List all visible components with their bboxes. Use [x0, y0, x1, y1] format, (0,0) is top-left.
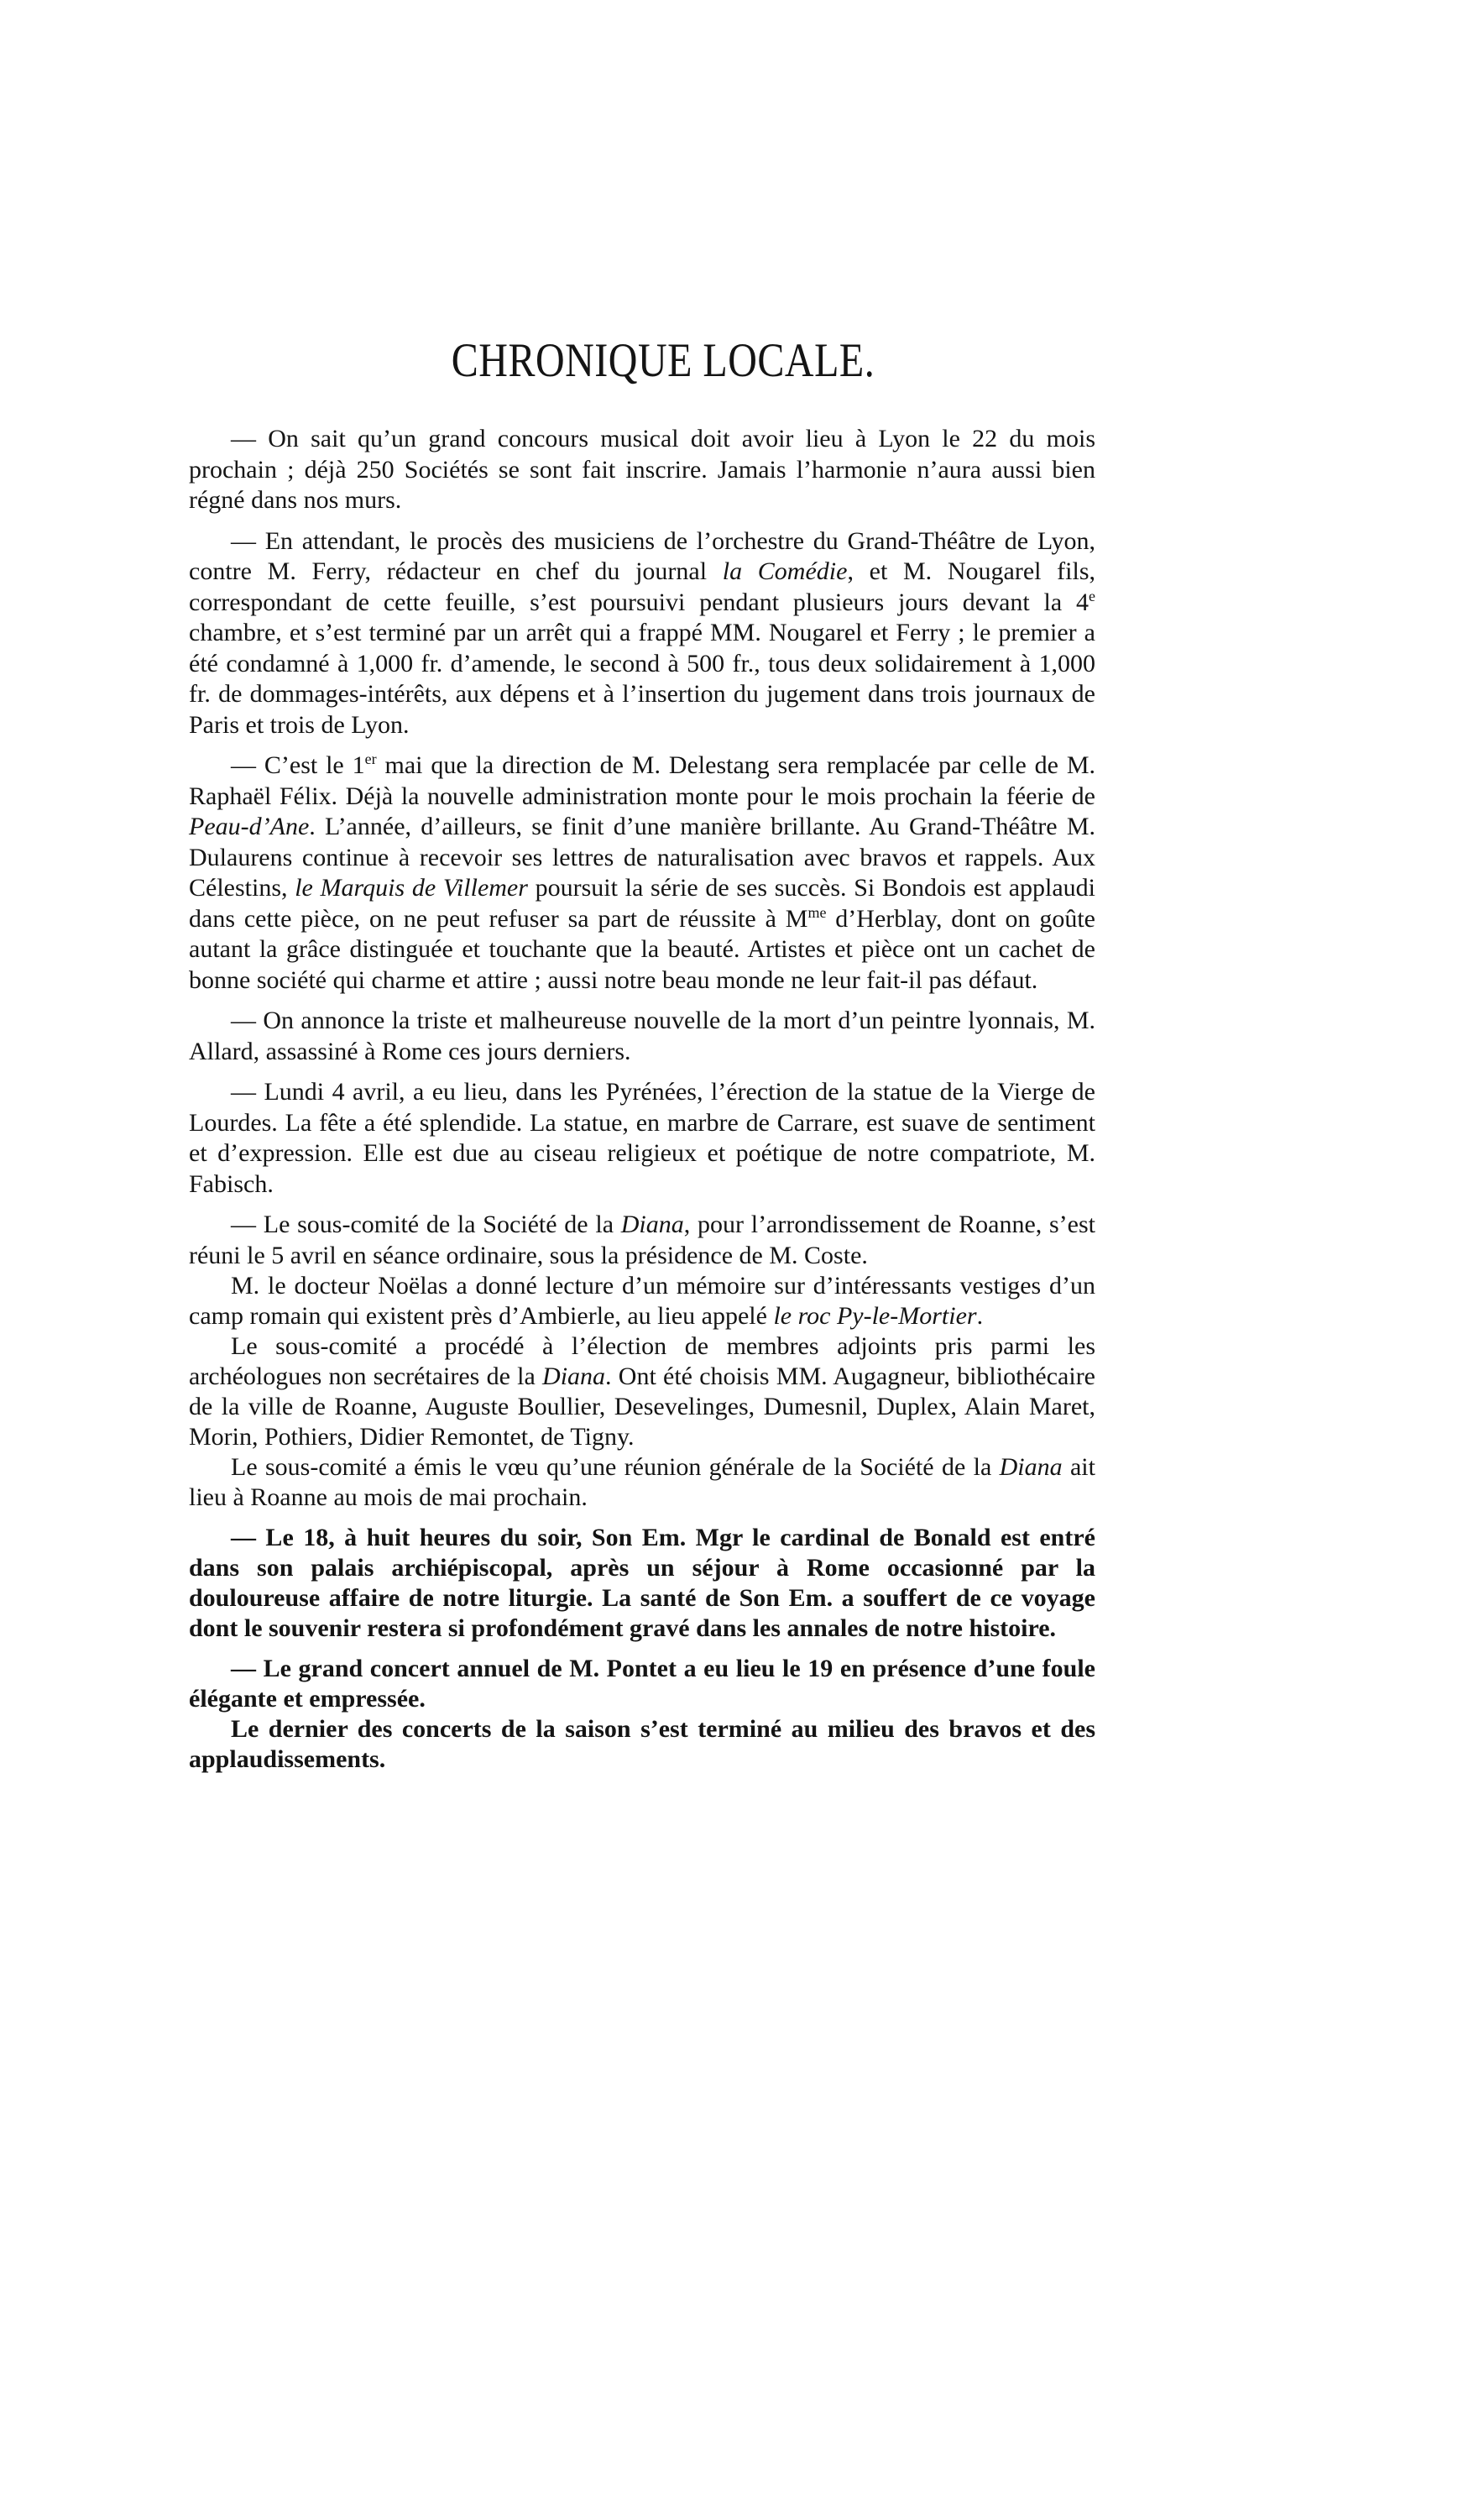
- play-title: le Marquis de Villemer: [295, 874, 528, 902]
- paragraph-members-election: [189, 1331, 1095, 1452]
- paragraph-general-meeting: [189, 1452, 1095, 1513]
- text-run: , pour l’arrondissement de Roanne, s’est réuni le 5 avril en séance ordinaire, sous la présidence de M. Coste.: [189, 1211, 1095, 1269]
- paragraph-pontet-concert: — Le grand concert annuel de M. Pontet a eu lieu le 19 en présence d’une foule élégante et empressée.: [189, 1655, 1095, 1713]
- text-run: . Ont été choisis MM. Augagneur, bibliothécaire de la ville de Roanne, Auguste Boullier, Desevelinges, Dumesnil, Duplex, Alain Maret, Morin, Pothiers, Didier Remontet, de Tigny.: [189, 1362, 1095, 1451]
- text-run: — Le sous-comité de la Société de la: [231, 1211, 621, 1238]
- play-title: Peau-d’Ane: [189, 813, 310, 840]
- text-run: Le sous-comité a procédé à l’élection de membres adjoints pris parmi les archéologues non secrétaires de la: [189, 1332, 1095, 1390]
- text-run: chambre, et s’est terminé par un arrêt qui a frappé MM. Nougarel et Ferry ; le premier a été condamné à 1,000 fr. d’amende, le second à 500 fr., tous deux solidairement à 1,000 fr. de dommages-intérêts, aux dépens et à l’insertion du jugement dans trois journaux de Paris et trois de Lyon.: [189, 619, 1095, 739]
- society-name: Diana: [999, 1453, 1063, 1481]
- society-name: Diana: [542, 1362, 606, 1390]
- paragraph-cardinal-return: — Le 18, à huit heures du soir, Son Em. Mgr le cardinal de Bonald est entré dans son palais archiépiscopal, après un séjour à Rome occasionné par la douloureuse affaire de notre liturgie. La santé de Son Em. a souffert de ce voyage dont le souvenir restera si profondément gravé dans les annales de notre histoire.: [189, 1524, 1095, 1642]
- text-run: M. le docteur Noëlas a donné lecture d’un mémoire sur d’intéressants vestiges d’un camp romain qui existent près d’Ambierle, au lieu appelé: [189, 1272, 1095, 1330]
- paragraph-music-contest: — On sait qu’un grand concours musical doit avoir lieu à Lyon le 22 du mois prochain ; déjà 250 Sociétés se sont fait inscrire. Jamais l’harmonie n’aura aussi bien régné dans nos murs.: [189, 425, 1095, 514]
- paragraph-season-end: Le dernier des concerts de la saison s’est terminé au milieu des bravos et des applaudissements.: [189, 1715, 1095, 1773]
- chronicle-column: [189, 424, 1095, 1785]
- paragraph-diana-subcommittee: [189, 1210, 1095, 1271]
- superscript: er: [364, 751, 377, 767]
- superscript: e: [1089, 587, 1095, 604]
- superscript: me: [807, 903, 827, 921]
- text-run: — En attendant, le procès des musiciens de l’orchestre du Grand-Théâtre de Lyon, contre M. Ferry, rédacteur en chef du journal: [189, 526, 1095, 585]
- text-run: mai que la direction de M. Delestang sera remplacée par celle de M. Raphaël Félix. Déjà la nouvelle administration monte pour le mois prochain la féerie de: [189, 751, 1096, 810]
- paragraph-lourdes-statue: — Lundi 4 avril, a eu lieu, dans les Pyrénées, l’érection de la statue de la Vierge de Lourdes. La fête a été splendide. La statue, en marbre de Carrare, est suave de sentiment et d’expression. Elle est due au ciseau religieux et poétique de notre compatriote, M. Fabisch.: [189, 1078, 1095, 1198]
- text-run: Le sous-comité a émis le vœu qu’une réunion générale de la Société de la: [231, 1453, 1000, 1481]
- page-title: CHRONIQUE LOCALE.: [451, 334, 875, 387]
- text-run: . L’année, d’ailleurs, se finit d’une manière brillante. Au Grand-Théâtre M. Dulaurens continue à recevoir ses lettres de naturalisation avec bravos et rappels. Aux Célestins,: [189, 813, 1095, 902]
- paragraph-painter-death: — On annonce la triste et malheureuse nouvelle de la mort d’un peintre lyonnais, M. Allard, assassiné à Rome ces jours derniers.: [189, 1007, 1095, 1065]
- text-run: , et M. Nougarel fils, correspondant de cette feuille, s’est poursuivi pendant plusieurs jours devant la 4: [189, 557, 1096, 616]
- text-run: d’Herblay, dont on goûte autant la grâce distinguée et touchante que la beauté. Artistes et pièce ont un cachet de bonne société qui charme et attire ; aussi notre beau monde ne leur fait-il pas défaut.: [189, 904, 1095, 994]
- text-run: — C’est le 1: [231, 751, 365, 779]
- paragraph-musicians-trial: [189, 526, 1095, 741]
- journal-title: la Comédie: [722, 557, 848, 585]
- place-name: le roc Py-le-Mortier: [773, 1302, 977, 1330]
- society-name: Diana: [620, 1211, 684, 1238]
- paragraph-theatre-direction: [189, 751, 1095, 996]
- text-run: poursuit la série de ses succès. Si Bondois est applaudi dans cette pièce, on ne peut refuser sa part de réussite à M: [189, 874, 1095, 933]
- paragraph-roman-camp: [189, 1271, 1095, 1331]
- text-run: .: [976, 1302, 984, 1330]
- text-run: ait lieu à Roanne au mois de mai prochain.: [189, 1453, 1095, 1511]
